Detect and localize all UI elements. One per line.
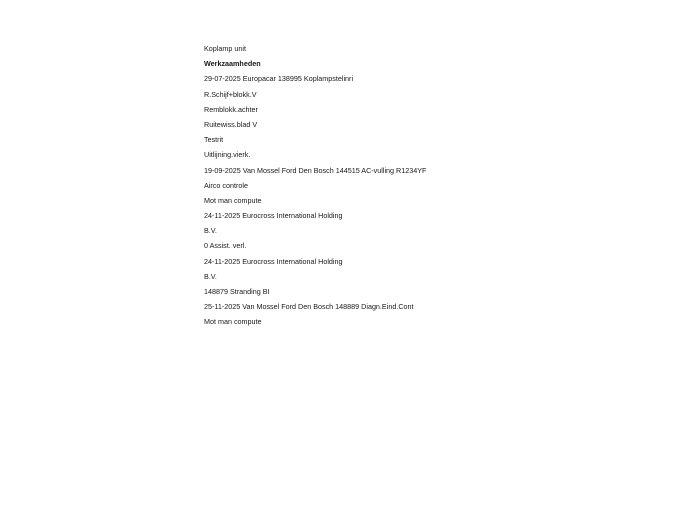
work-entry-line: 25-11-2025 Van Mossel Ford Den Bosch 148889 Diagn.Eind.Cont xyxy=(204,302,414,312)
work-entry-line: B.V. xyxy=(204,226,217,236)
work-entry-line: 24-11-2025 Eurocross International Holding xyxy=(204,256,343,266)
section-heading-werkzaamheden: Werkzaamheden xyxy=(204,59,261,69)
work-entry-line: 19-09-2025 Van Mossel Ford Den Bosch 144515 AC-vulling R1234YF xyxy=(204,165,427,175)
document-body xyxy=(204,41,664,330)
work-entry-line: 0 Assist. verl. xyxy=(204,241,247,251)
work-entry-line: Testrit xyxy=(204,135,224,145)
work-entry-line: Ruitewiss.blad V xyxy=(204,119,258,129)
work-entry-line: B.V. xyxy=(204,271,217,281)
work-entry-line: Airco controle xyxy=(204,180,248,190)
work-entry-line: Uitlijning.vierk. xyxy=(204,150,251,160)
work-entry-line: 29-07-2025 Europacar 138995 Koplampstelinri xyxy=(204,74,354,84)
work-entry-line: 148879 Stranding BI xyxy=(204,287,270,296)
work-entry-line: R.Schijf+blokk.V xyxy=(204,89,257,99)
work-entry-line: Remblokk.achter xyxy=(204,104,258,114)
section-label-koplamp-unit: Koplamp unit xyxy=(204,44,246,53)
work-entry-line: 24-11-2025 Eurocross International Holding xyxy=(204,211,343,221)
work-entry-line: Mot man compute xyxy=(204,195,262,205)
work-entry-line: Mot man compute xyxy=(204,317,262,327)
